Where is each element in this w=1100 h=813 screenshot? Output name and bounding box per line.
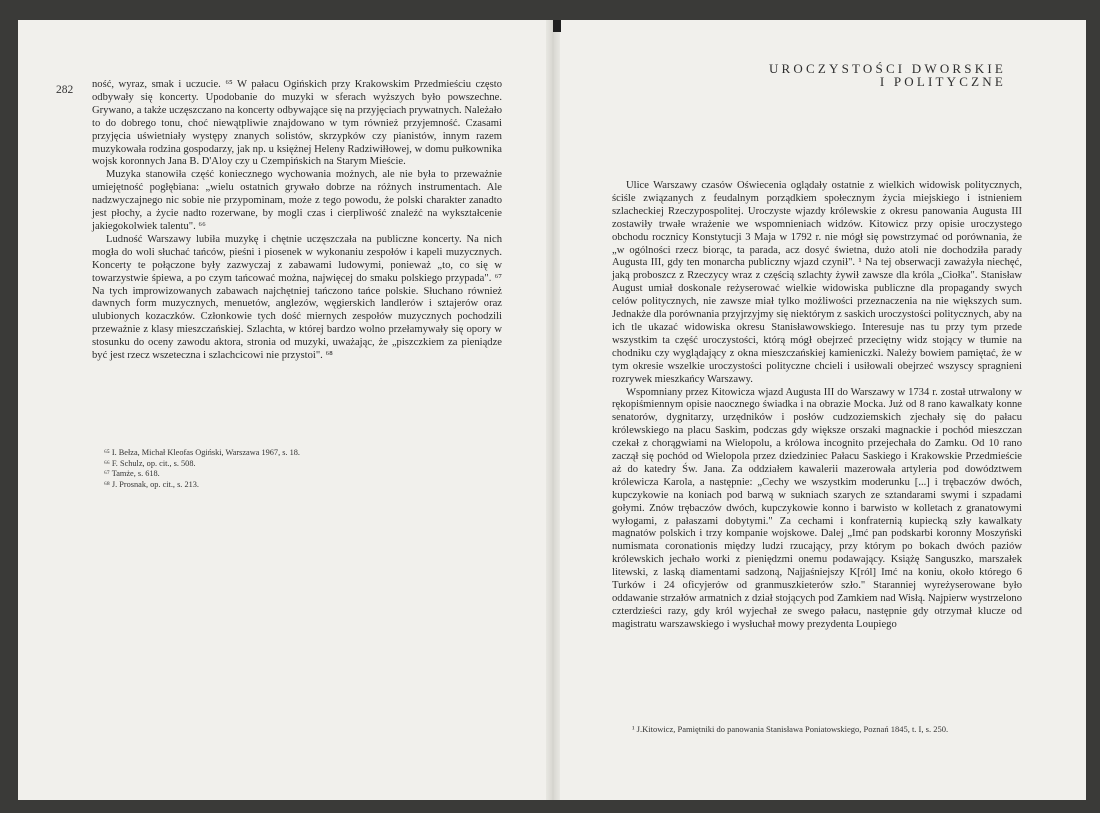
left-paragraph-1: ność, wyraz, smak i uczucie. ⁶⁵ W pałacu Ogińskich przy Krakowskim Przedmieściu często odbywały się koncerty. Upodobanie do muzyki w sferach wyższych było powszechne. Grywano, a także uczęszczano na koncerty odbywające się na przyjęciach prywatnych. Należało to do dobrego tonu, choć niewątpliwie znajdowano w tym również przyjemność. Czasami przyjęcia uświetniały występy znanych solistów, skrzypków czy pianistów, innym razem muzykowała rodzina gospodarzy, jak np. u księżnej Heleny Radziwiłłowej, w domu pułkownika wojsk koronnych Jana B. D'Aloy czy u Czempińskich na Starym Mieście. [92, 79, 502, 168]
right-footnote: ¹ J.Kitowicz, Pamiętniki do panowania Stanisława Poniatowskiego, Poznań 1845, t. I, s. 250. [632, 724, 949, 734]
left-paragraph-3: Ludność Warszawy lubiła muzykę i chętnie uczęszczała na publiczne koncerty. Na nich mogła do woli słuchać tańców, pieśni i piosenek w wykonaniu zespołów i kapeli muzycznych. Koncerty te połączone były zazwyczaj z zabawami ludowymi, ponieważ „to, co się w towarzystwie śpiewa, a po czym tańcować można, najwięcej do smaku polskiego przypada". ⁶⁷ Na tych improwizowanych zabawach najchętniej tańczono tańce polskie. Słuchano również dawnych form muzycznych, menuetów, anglezów, węgierskich landlerów i sztajerów oraz ulubionych kozaczków. Członkowie tych dość miernych zespołów muzycznych pochodzili przeważnie z klasy mieszczańskiej. Szlachta, w której bardzo wolno przełamywały się opory w stosunku do oceny zawodu aktora, stronia od muzyki, uważając, że „piszczkiem za pieniądze być jest rzecz wszeteczna i szlachcicowi nie przystoi". ⁶⁸ [92, 233, 502, 362]
right-paragraph-1: Ulice Warszawy czasów Oświecenia oglądały ostatnie z wielkich widowisk politycznych, ściśle związanych z feudalnym porządkiem społecznym życia miejskiego i istnieniem szlacheckiej Rzeczypospolitej. Uroczyste wjazdy królewskie z okresu panowania Augusta III zostawiły trwałe wrażenie we wspomnieniach widzów. Kitowicz przy opisie uroczystego obchodu rocznicy Konstytucji 3 Maja w 1792 r. nie mógł się powstrzymać od porównania, że „w ogólności rzecz biorąc, ta parada, acz dosyć świetna, dużo atoli nie dochodziła parady Augusta III, gdy ten monarcha publiczny wjazd czynił". ¹ Na tej obserwacji zaważyła niechęć, jaką proboszcz z Rzeczycy wraz z częścią szlachty żywił zawsze dla króla „Ciołka". Stanisław August umiał doskonale reżyserować wielkie widowiska publiczne dla propagandy swych celów politycznych, nie zawsze miał tylko możliwości przeznaczenia na nie większych sum. Jednakże dla porównania przyjrzyjmy się niektórym z saskich uroczystości politycznych, aby na ich tle ukazać widowiska okresu Stanisławowskiego. Interesuje nas tu przy tym przede wszystkim ta część uroczystości, którą mógł obejrzeć przeciętny widz stojący w tłumie na chodniku czy wyglądający z okna mieszczańskiej kamieniczki. Należy bowiem pamiętać, że w tym okresie wszelkie uroczystości polityczne chcieli i usiłowali obejrzeć wszyscy spragnieni rozrywek mieszkańcy Warszawy. [612, 180, 1022, 385]
footnote-68: ⁶⁸ J. Prosnak, op. cit., s. 213. [104, 479, 199, 489]
footnote-66: ⁶⁶ F. Schulz, op. cit., s. 508. [104, 458, 196, 468]
footnote-65: ⁶⁵ I. Bełza, Michał Kleofas Ogiński, Warszawa 1967, s. 18. [104, 448, 300, 457]
right-paragraph-2: Wspomniany przez Kitowicza wjazd Augusta III do Warszawy w 1734 r. został utrwalony w rękopiśmiennym opisie naocznego świadka i na obrazie Mocka. Już od 8 rano kawalkaty konne senatorów, dygnitarzy, urzędników i posłów cudzoziemskich zjechały się do pałacu królewskiego na placu Saskim, podczas gdy większe orszaki magnackie i pochód mieszczan czekał z chorągwiami na Wielopolu, a królowa incognito przejechała do Zamku. Od 10 rano zaczął się pochód od Wielopola przez dziedziniec Pałacu Saskiego i Krakowskie Przedmieście aż do katedry Św. Jana. Za oddziałem kawalerii mazerowała artyleria pod dowództwem królewicza Karola, a następnie: „Cechy we wszystkim moderunku [...] i trębaczów dwóch, kupczykowie na koniach pod barwą w sukniach szarych ze sztandarami swymi i szpadami gołymi. Znów trębaczów dwóch, kupczykowie konno i barwisto w kolletach z granatowymi wyłogami, z pałaszami dobytymi." Za cechami i konfraternią kupiecką szły kawalkaty magnatów polskich i trzy kompanie wojskowe. Dalej „Imć pan podskarbi koronny Moszyński numismata coronationis między ludzi rzucający, przy którym po bokach dwóch paziów królewskich jechało worki z pieniędzmi onemu podawający. Książę Sanguszko, marszałek litewski, z laską diamentami sadzoną, Najjaśniejszy K[ról] Imć na koniu, około którego 6 Turków i 24 oficyjerów od granmuszkieterów szło." Staranniej wyreżyserowane było oddawanie strzałów armatnich z dział stojących pod Zamkiem nad Wisłą. Najpierw wystrzelono czterdzieści razy, gdy król wyjechał ze swego pałacu, następnie gdy otrzymał klucze od magistratu warszawskiego i wysłuchał mowy prezydenta Loupiego [612, 386, 1022, 630]
left-paragraph-2: Muzyka stanowiła część koniecznego wychowania możnych, ale nie była to przeważnie umiejętność pogłębiana: „wielu ostatnich grywało dobrze na różnych instrumentach. Ale nadzwyczajnego nic sobie nie przypominam, może z tego powodu, że polski charakter zanadto jest płochy, a życie nadto rozerwane, by mogli czas i cierpliwość znaleźć na wykształcenie jakiegokolwiek talentu". ⁶⁶ [92, 169, 502, 232]
footnote-67: ⁶⁷ Tamże, s. 618. [104, 469, 160, 478]
left-footnotes [92, 448, 502, 490]
binding-tape [553, 20, 561, 32]
chapter-title-line-1: UROCZYSTOŚCI DWORSKIE [768, 61, 1006, 76]
book-gutter [546, 20, 560, 800]
chapter-title-line-2: I POLITYCZNE [879, 74, 1006, 89]
right-body-text [612, 180, 1022, 632]
book-spread [18, 20, 1086, 800]
chapter-title [769, 62, 1006, 88]
left-body-text [92, 79, 502, 363]
page-number: 282 [56, 84, 74, 96]
